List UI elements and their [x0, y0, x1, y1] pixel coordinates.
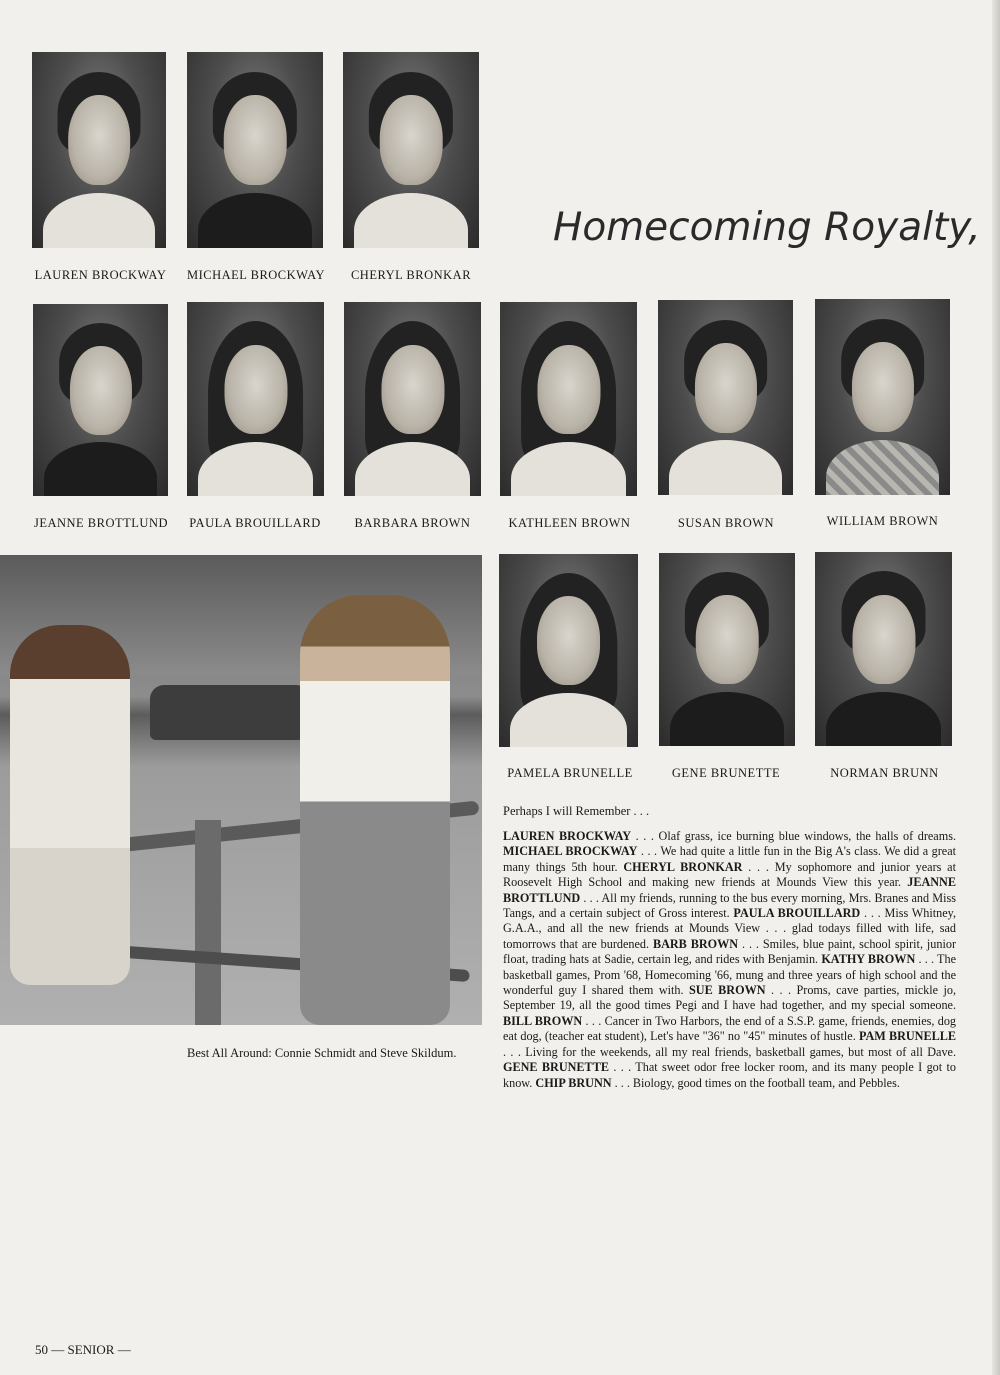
portrait-michael-brockway — [187, 52, 323, 248]
bio-name: JEANNE BROTTLUND — [503, 875, 956, 905]
bio-name: CHIP BRUNN — [535, 1075, 612, 1090]
bio-text: . . . Biology, good times on the football team, and Pebbles. — [611, 1075, 900, 1090]
senior-memories-text — [503, 829, 956, 1091]
bio-name: PAM BRUNELLE — [858, 1029, 956, 1044]
bio-text: . . . Living for the weekends, all my real friends, basketball games, but most of all Dave. — [503, 1044, 956, 1059]
bio-text: . . . That sweet odor free locker room, and its many people I got to know. — [503, 1060, 956, 1090]
bio-name: SUE BROWN — [689, 983, 766, 998]
page-footer: 50 — SENIOR — — [35, 1342, 131, 1357]
name-label: WILLIAM BROWN — [826, 514, 939, 528]
bio-name: BARB BROWN — [652, 936, 739, 951]
portrait-paula-brouillard — [187, 302, 324, 496]
bio-name: KATHY BROWN — [821, 952, 916, 967]
bio-text: . . . All my friends, running to the bus every morning, Mrs. Branes and Miss Tangs, and a certain subject of Gross interest. — [503, 890, 956, 921]
portrait-gene-brunette — [659, 553, 795, 746]
portrait-kathleen-brown — [500, 302, 637, 496]
name-label: KATHLEEN BROWN — [508, 516, 631, 530]
bio-text: . . . Proms, cave parties, mickle jo, September 19, all the good times Pegi and I have had together, and my special someone. — [503, 983, 957, 1013]
bio-name: LAUREN BROCKWAY — [503, 829, 632, 843]
photo-caption: Best All Around: Connie Schmidt and Steve Skildum. — [187, 1046, 457, 1060]
bio-text: . . . Olaf grass, ice burning blue windows, the halls of dreams. — [631, 829, 956, 843]
name-label: CHERYL BRONKAR — [350, 268, 472, 282]
bio-text: . . . Smiles, blue paint, school spirit, junior float, trading hats at Sadie, certain leg, and rides with Benjamin. — [503, 936, 957, 967]
bio-text: . . . Miss Whitney, G.A.A., and all the new friends at Mounds View . . . glad todays filled with life, sad tomorrows that are burdened. — [503, 906, 956, 951]
name-label: PAMELA BRUNELLE — [507, 766, 633, 780]
bio-name: GENE BRUNETTE — [503, 1060, 609, 1075]
portrait-cheryl-bronkar — [343, 52, 479, 248]
page-heading: Homecoming Royalty, — [553, 205, 981, 250]
name-label: LAUREN BROCKWAY — [34, 268, 167, 282]
portrait-william-brown — [815, 299, 950, 495]
portrait-pamela-brunelle — [499, 554, 638, 747]
portrait-lauren-brockway — [32, 52, 166, 248]
bio-name: MICHAEL BROCKWAY — [503, 844, 638, 859]
bio-name: CHERYL BRONKAR — [623, 859, 743, 874]
bio-text: . . . Cancer in Two Harbors, the end of a S.S.P. game, friends, enemies, dog eat dog, (teacher eat student), Let's have "36" no "45" minutes of hustle. — [503, 1013, 957, 1044]
page-binding-edge — [992, 0, 1000, 1375]
portrait-susan-brown — [658, 300, 793, 495]
bio-name: PAULA BROUILLARD — [733, 906, 861, 921]
name-label: JEANNE BROTTLUND — [33, 516, 169, 530]
name-label: PAULA BROUILLARD — [189, 516, 321, 530]
portrait-jeanne-brottlund — [33, 304, 168, 496]
name-label: NORMAN BRUNN — [830, 766, 939, 780]
bio-text: . . . We had quite a little fun in the Big A's class. We did a great many things 5th hour. — [503, 844, 956, 874]
bio-text: . . . The basketball games, Prom '68, Homecoming '66, mung and three years of high school and the wonderful guy I shared them with. — [503, 952, 956, 998]
name-label: GENE BRUNETTE — [671, 766, 781, 780]
portrait-barbara-brown — [344, 302, 481, 496]
name-label: SUSAN BROWN — [677, 516, 775, 530]
name-label: MICHAEL BROCKWAY — [187, 268, 325, 282]
candid-photo-best-all-around — [0, 555, 482, 1025]
remember-intro: Perhaps I will Remember . . . — [503, 804, 650, 818]
name-label: BARBARA BROWN — [354, 516, 471, 530]
portrait-norman-brunn — [815, 552, 952, 746]
bio-name: BILL BROWN — [503, 1013, 583, 1028]
bio-text: . . . My sophomore and junior years at Roosevelt High School and making new friends at Mounds View this year. — [503, 859, 956, 890]
